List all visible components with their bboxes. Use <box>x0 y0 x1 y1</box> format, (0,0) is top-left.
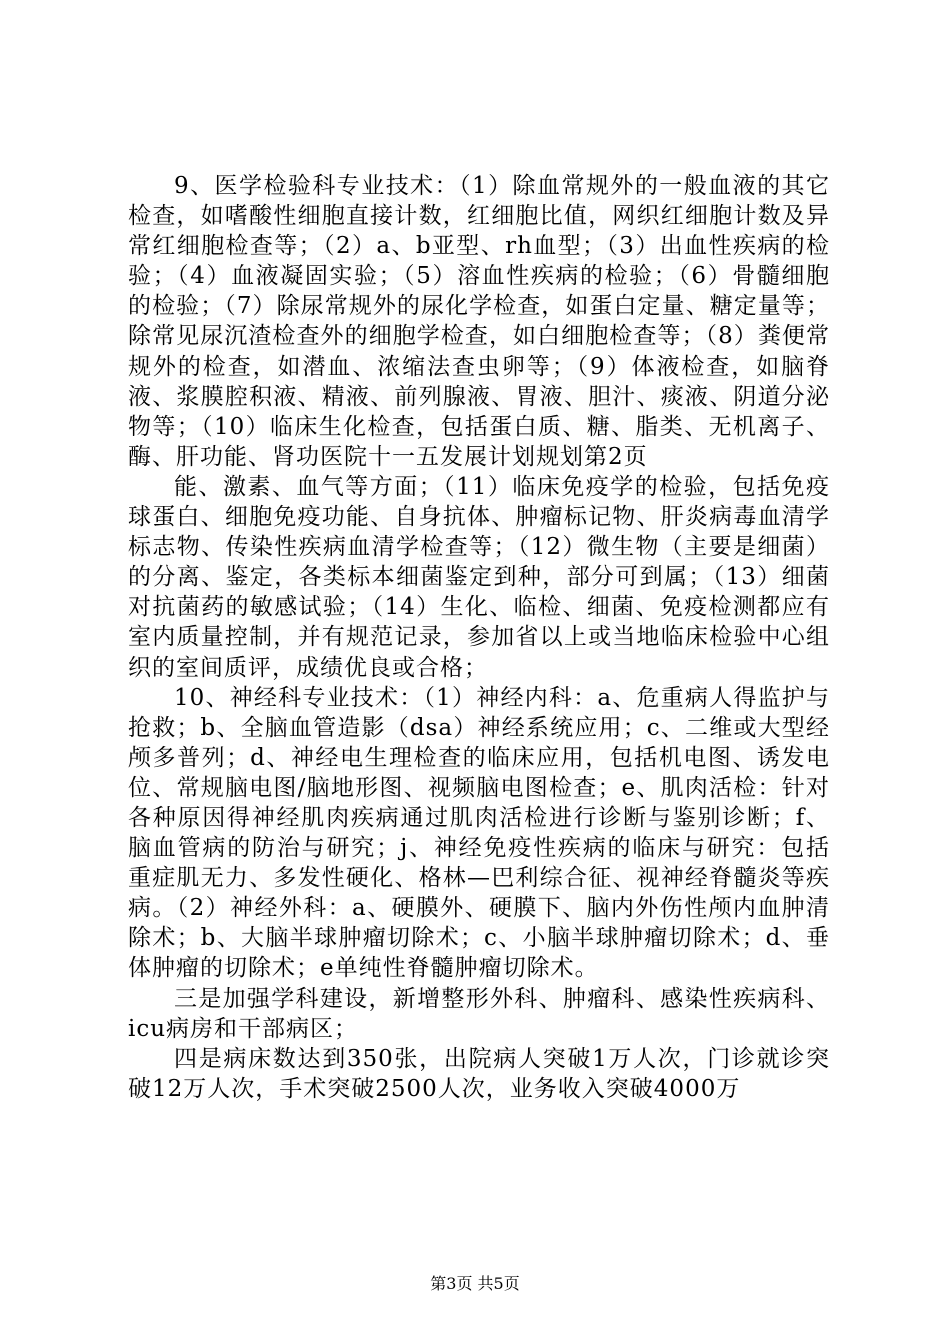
paragraph-discipline-construction: 三是加强学科建设，新增整形外科、肿瘤科、感染性疾病科、icu病房和干部病区； <box>128 985 830 1042</box>
page-footer: 第3页 共5页 <box>430 1274 520 1293</box>
paragraph-bed-targets: 四是病床数达到350张，出院病人突破1万人次，门诊就诊突破12万人次，手术突破2500人次，业务收入突破4000万 <box>128 1045 830 1102</box>
paragraph-lab-techniques: 9、医学检验科专业技术：（1）除血常规外的一般血液的其它检查，如嗜酸性细胞直接计数，红细胞比值，网织红细胞计数及异常红细胞检查等；（2）a、b亚型、rh血型；（3）出血性疾病的检验；（4）血液凝固实验；（5）溶血性疾病的检验；（6）骨髓细胞的检验；（7）除尿常规外的尿化学检查，如蛋白定量、糖定量等；除常见尿沉渣检查外的细胞学检查，如白细胞检查等；（8）粪便常规外的检查，如潜血、浓缩法查虫卵等；（9）体液检查，如脑脊液、浆膜腔积液、精液、前列腺液、胃液、胆汁、痰液、阴道分泌物等；（10）临床生化检查，包括蛋白质、糖、脂类、无机离子、酶、肝功能、肾功医院十一五发展计划规划第2页 <box>128 173 830 470</box>
document-body <box>128 171 830 1104</box>
paragraph-lab-techniques-continued: 能、激素、血气等方面；（11）临床免疫学的检验，包括免疫球蛋白、细胞免疫功能、自身抗体、肿瘤标记物、肝炎病毒血清学标志物、传染性疾病血清学检查等；（12）微生物（主要是细菌）的分离、鉴定，各类标本细菌鉴定到种，部分可到属；（13）细菌对抗菌药的敏感试验；（14）生化、临检、细菌、免疫检测都应有室内质量控制，并有规范记录，参加省以上或当地临床检验中心组织的室间质评，成绩优良或合格； <box>128 473 830 681</box>
paragraph-neurology-techniques: 10、神经科专业技术：（1）神经内科：a、危重病人得监护与抢救；b、全脑血管造影（dsa）神经系统应用；c、二维或大型经颅多普列；d、神经电生理检查的临床应用，包括机电图、诱发电位、常规脑电图/脑地形图、视频脑电图检查；e、肌肉活检：针对各种原因得神经肌肉疾病通过肌肉活检进行诊断与鉴别诊断；f、脑血管病的防治与研究；j、神经免疫性疾病的临床与研究：包括重症肌无力、多发性硬化、格林—巴利综合征、视神经脊髓炎等疾病。（2）神经外科：a、硬膜外、硬膜下、脑内外伤性颅内血肿清除术；b、大脑半球肿瘤切除术；c、小脑半球肿瘤切除术；d、垂体肿瘤的切除术；e单纯性脊髓肿瘤切除术。 <box>128 684 830 982</box>
